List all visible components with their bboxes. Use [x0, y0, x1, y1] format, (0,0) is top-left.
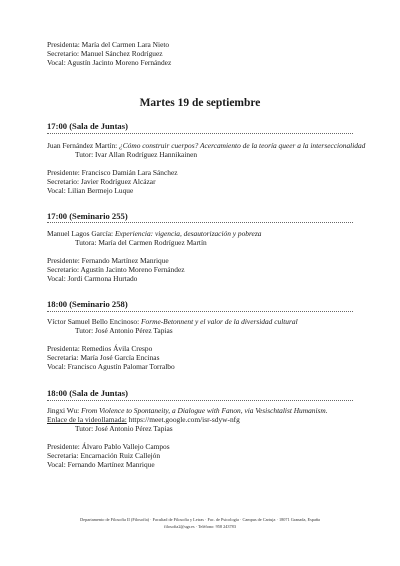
footer-contact: filosofia2@ugr.es · Teléfono: 958 243783 — [164, 524, 236, 529]
session-heading: 18:00 (Seminario 258) — [47, 299, 128, 309]
tutor-line: Tutor: Ivar Allan Rodríguez Hannikainen — [75, 150, 198, 159]
tutor-line: Tutora: María del Carmen Rodríguez Martín — [75, 238, 207, 247]
secretario-line: Secretario: Manuel Sánchez Rodríguez — [47, 49, 163, 58]
presenter-line: Jingxi Wu: From Violence to Spontaneity, a Dialogue with Fanon, via Vesischtalist Humanism. — [47, 406, 328, 415]
video-link-label: Enlace de la videollamada: — [47, 415, 127, 424]
committee-president: Presidente: Francisco Damián Lara Sánchez — [47, 168, 178, 177]
committee-president: Presidente: Fernando Martínez Manrique — [47, 256, 169, 265]
committee-vocal: Vocal: Francisco Agustín Palomar Torralbo — [47, 362, 175, 371]
session-divider — [47, 222, 353, 223]
tutor-line: Tutor: José Antonio Pérez Tapias — [75, 326, 173, 335]
committee-secretary: Secretario: Agustín Jacinto Moreno Fernández — [47, 265, 185, 274]
presenter-line: Víctor Samuel Bello Encinoso: Forme-Betonnent y el valor de la diversidad cultural — [47, 317, 298, 326]
footer-address: Departamento de Filosofía II (Filosofía) · Facultad de Filosofía y Letras · Fac. de Psicología · Campus de Cartuja · 18071 Granada, España — [80, 517, 320, 522]
committee-president: Presidente: Álvaro Pablo Vallejo Campos — [47, 442, 170, 451]
session-heading: 17:00 (Seminario 255) — [47, 211, 128, 221]
committee-president: Presidenta: Remedios Ávila Crespo — [47, 344, 153, 353]
committee-secretary: Secretario: Javier Rodríguez Alcázar — [47, 177, 156, 186]
committee-vocal: Vocal: Lilian Bermejo Luque — [47, 186, 134, 195]
day-heading: Martes 19 de septiembre — [139, 97, 261, 109]
session-heading: 17:00 (Sala de Juntas) — [47, 121, 128, 131]
presenter-line: Manuel Lagos García: Experiencia: vigencia, desautorización y pobreza — [47, 229, 262, 238]
committee-secretary: Secretaria: María José García Encinas — [47, 353, 160, 362]
committee-secretary: Secretaria: Encarnación Ruiz Callejón — [47, 451, 161, 460]
tutor-line: Tutor: José Antonio Pérez Tapias — [75, 424, 173, 433]
video-link[interactable]: https://meet.google.com/isr-sdyw-nfg — [128, 415, 240, 424]
committee-vocal: Vocal: Fernando Martínez Manrique — [47, 460, 155, 469]
session-heading: 18:00 (Sala de Juntas) — [47, 388, 128, 398]
session-divider — [47, 311, 353, 312]
session-divider — [47, 400, 353, 401]
video-link-line — [47, 415, 240, 424]
session-divider — [47, 133, 353, 134]
presenter-line: Juan Fernández Martín: ¿Cómo construir cuerpos? Acercamiento de la teoría queer a la interseccionalidad — [47, 141, 366, 150]
presidenta-line: Presidenta: María del Carmen Lara Nieto — [47, 40, 170, 49]
committee-vocal: Vocal: Jordi Carmona Hurtado — [47, 274, 138, 283]
vocal-line: Vocal: Agustín Jacinto Moreno Fernández — [47, 58, 172, 67]
